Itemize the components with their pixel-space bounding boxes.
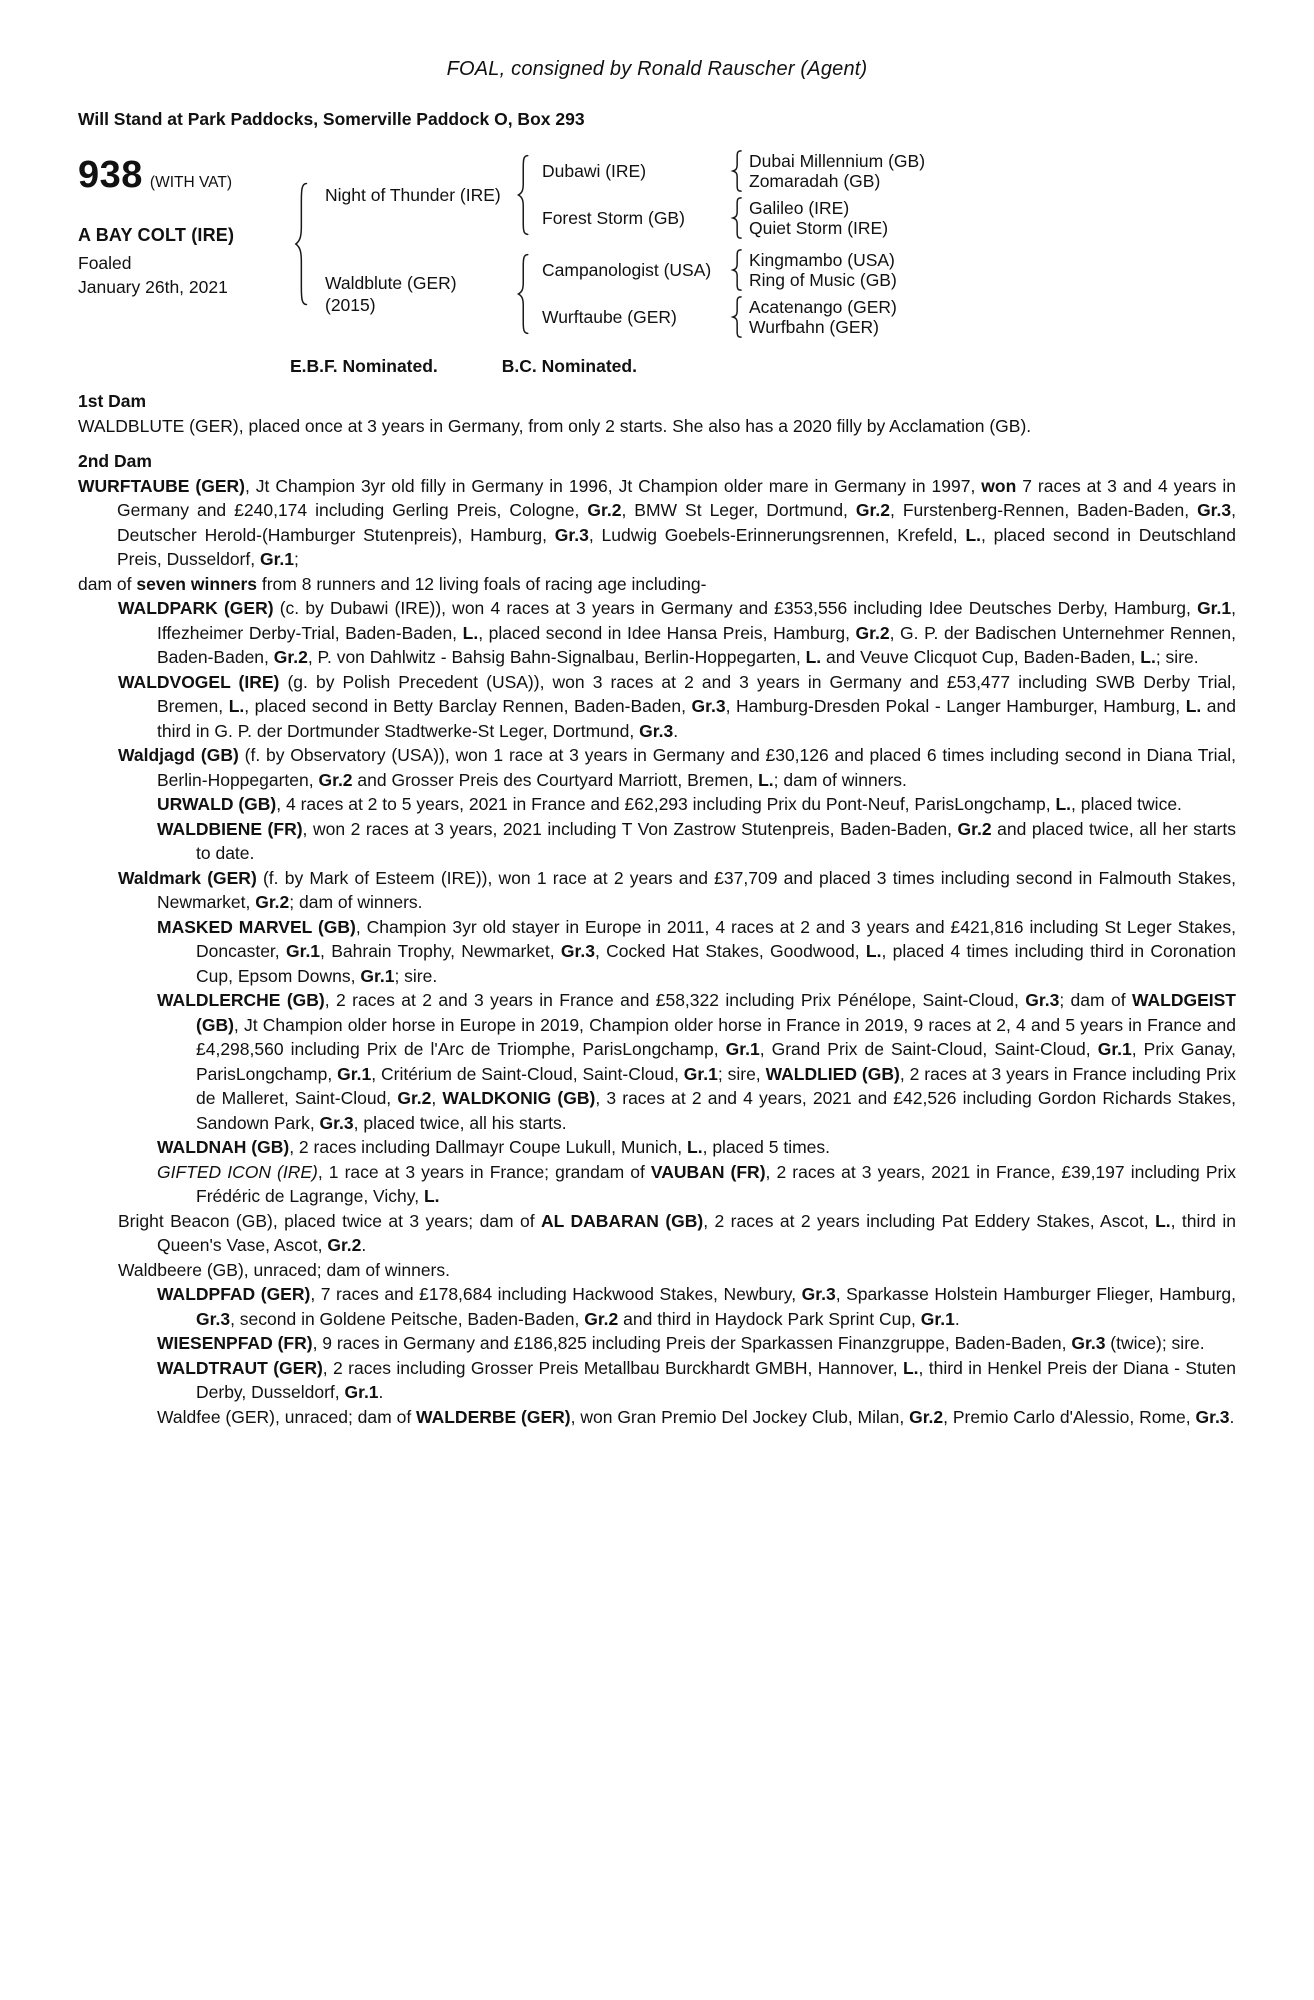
stand-location-line: Will Stand at Park Paddocks, Somerville Paddock O, Box 293 xyxy=(78,109,585,129)
para-gifted-icon: GIFTED ICON (IRE), 1 race at 3 years in France; grandam of VAUBAN (FR), 2 races at 3 years, 2021 in France, £39,197 including Prix Frédéric de Lagrange, Vichy, L. xyxy=(157,1161,1236,1206)
lot-number-row xyxy=(78,154,292,197)
dam-sire-name: Campanologist (USA) xyxy=(542,259,712,280)
para-dam-of: dam of seven winners from 8 runners and 12 living foals of racing age including- xyxy=(78,573,707,594)
dam-name xyxy=(309,272,515,316)
para-masked-marvel: MASKED MARVEL (GB), Champion 3yr old stayer in Europe in 2011, 4 races at 2 and 3 years and £421,816 including St Leger Stakes, Doncaster, Gr.1, Bahrain Trophy, Newmarket, Gr.3, Cocked Hat Stakes, Goodwood, L., placed 4 times including third in Coronation Cup, Epsom Downs, Gr.1; sire. xyxy=(157,916,1236,986)
vat-note: (WITH VAT) xyxy=(149,174,232,191)
dam-sire-parents xyxy=(743,250,897,290)
para-waldpark: WALDPARK (GER) (c. by Dubawi (IRE)), won 4 races at 3 years in Germany and £353,556 including Idee Deutsches Derby, Hamburg, Gr.1, Iffezheimer Derby-Trial, Baden-Baden, L., placed second in Idee Hansa Preis, Hamburg, Gr.2, G. P. der Badischen Unternehmer Rennen, Baden-Baden, Gr.2, P. von Dahlwitz - Bahsig Bahn-Signalbau, Berlin-Hoppegarten, L. and Veuve Clicquot Cup, Baden-Baden, L.; sire. xyxy=(118,598,1236,667)
sire-dam-parents xyxy=(743,198,888,238)
dam-year: (2015) xyxy=(325,294,376,315)
dam-dam-group xyxy=(530,296,897,338)
lot-info xyxy=(78,150,292,299)
parents-column xyxy=(309,150,925,338)
foaled-block xyxy=(78,251,292,299)
ggp-name: Kingmambo (USA) xyxy=(749,250,895,270)
para-bright-beacon: Bright Beacon (GB), placed twice at 3 years; dam of AL DABARAN (GB), 2 races at 2 years including Pat Eddery Stakes, Ascot, L., third in Queen's Vase, Ascot, Gr.2. xyxy=(118,1210,1236,1255)
sire-sire-group xyxy=(530,150,925,192)
pedigree-brace-icon xyxy=(730,150,743,192)
pedigree-brace-icon xyxy=(730,296,743,338)
lot-number: 938 xyxy=(78,154,143,196)
pedigree-text-body xyxy=(78,389,1236,1429)
sire-block xyxy=(309,150,925,239)
ggp-name: Wurfbahn (GER) xyxy=(749,317,879,337)
bc-nominated: B.C. Nominated. xyxy=(501,356,637,376)
dam-name-text: Waldblute (GER) xyxy=(325,272,457,293)
sire-name: Night of Thunder (IRE) xyxy=(325,184,501,205)
para-waldtraut: WALDTRAUT (GER), 2 races including Grosser Preis Metallbau Burckhardt GMBH, Hannover, L., third in Henkel Preis der Diana - Stuten Derby, Dusseldorf, Gr.1. xyxy=(157,1357,1236,1402)
ebf-nominated: E.B.F. Nominated. xyxy=(290,356,438,376)
pedigree-brace-icon xyxy=(515,253,530,335)
pedigree-brace-icon xyxy=(292,181,309,307)
ggp-name: Acatenango (GER) xyxy=(749,297,897,317)
sire-dam-name: Forest Storm (GB) xyxy=(542,207,685,228)
heading-1st-dam: 1st Dam xyxy=(78,391,147,411)
pedigree-tree xyxy=(292,150,925,338)
para-waldnah: WALDNAH (GB), 2 races including Dallmayr Coupe Lukull, Munich, L., placed 5 times. xyxy=(157,1137,831,1157)
ggp-name: Ring of Music (GB) xyxy=(749,270,897,290)
sire-sire-name: Dubawi (IRE) xyxy=(542,160,647,181)
lot-description: A BAY COLT (IRE) xyxy=(78,225,235,245)
para-waldjagd: Waldjagd (GB) (f. by Observatory (USA)), won 1 race at 3 years in Germany and £30,126 and placed 6 times including second in Diana Trial, Berlin-Hoppegarten, Gr.2 and Grosser Preis des Courtyard Marriott, Bremen, L.; dam of winners. xyxy=(118,745,1236,790)
para-urwald: URWALD (GB), 4 races at 2 to 5 years, 2021 in France and £62,293 including Prix du Pont-Neuf, ParisLongchamp, L., placed twice. xyxy=(157,794,1182,814)
dam-grandparents xyxy=(530,249,897,338)
nominations-line xyxy=(78,356,1236,377)
para-waldbeere: Waldbeere (GB), unraced; dam of winners. xyxy=(118,1259,450,1280)
ggp-name: Quiet Storm (IRE) xyxy=(749,218,889,238)
ggp-name: Zomaradah (GB) xyxy=(749,171,881,191)
dam-sire-group xyxy=(530,249,897,291)
pedigree-brace-icon xyxy=(730,197,743,239)
dam-dam-name: Wurftaube (GER) xyxy=(542,306,677,327)
sire-dam-group xyxy=(530,197,925,239)
dam-dam-parents xyxy=(743,297,897,337)
para-waldfee: Waldfee (GER), unraced; dam of WALDERBE (GER), won Gran Premio Del Jockey Club, Milan, Gr.2, Premio Carlo d'Alessio, Rome, Gr.3. xyxy=(157,1406,1235,1427)
foaled-date: January 26th, 2021 xyxy=(78,277,228,297)
pedigree-table xyxy=(78,150,1236,338)
para-waldlerche: WALDLERCHE (GB), 2 races at 2 and 3 years in France and £58,322 including Prix Pénélope, Saint-Cloud, Gr.3; dam of WALDGEIST (GB), Jt Champion older horse in Europe in 2019, Champion older horse in France in 2019, 9 races at 2, 4 and 5 years in France and £4,298,560 including Prix de l'Arc de Triomphe, ParisLongchamp, Gr.1, Grand Prix de Saint-Cloud, Saint-Cloud, Gr.1, Prix Ganay, ParisLongchamp, Gr.1, Critérium de Saint-Cloud, Saint-Cloud, Gr.1; sire, WALDLIED (GB), 2 races at 3 years in France including Prix de Malleret, Saint-Cloud, Gr.2, WALDKONIG (GB), 3 races at 2 and 4 years, 2021 and £42,526 including Gordon Richards Stakes, Sandown Park, Gr.3, placed twice, all his starts. xyxy=(157,990,1236,1133)
pedigree-brace-icon xyxy=(730,249,743,291)
para-waldpfad: WALDPFAD (GER), 7 races and £178,684 including Hackwood Stakes, Newbury, Gr.3, Sparkasse Holstein Hamburger Flieger, Hamburg, Gr.3, second in Goldene Peitsche, Baden-Baden, Gr.2 and third in Haydock Park Sprint Cup, Gr.1. xyxy=(157,1284,1236,1329)
ggp-name: Galileo (IRE) xyxy=(749,198,850,218)
para-wurftaube: WURFTAUBE (GER), Jt Champion 3yr old filly in Germany in 1996, Jt Champion older mare in Germany in 1997, won 7 races at 3 and 4 years in Germany and £240,174 including Gerling Preis, Cologne, Gr.2, BMW St Leger, Dortmund, Gr.2, Furstenberg-Rennen, Baden-Baden, Gr.3, Deutscher Herold-(Hamburger Stutenpreis), Hamburg, Gr.3, Ludwig Goebels-Erinnerungsrennen, Krefeld, L., placed second in Deutschland Preis, Dusseldorf, Gr.1; xyxy=(78,475,1237,569)
heading-2nd-dam: 2nd Dam xyxy=(78,451,152,471)
foaled-label: Foaled xyxy=(78,253,132,273)
para-waldvogel: WALDVOGEL (IRE) (g. by Polish Precedent (USA)), won 3 races at 2 and 3 years in Germany and £53,477 including SWB Derby Trial, Bremen, L., placed second in Betty Barclay Rennen, Baden-Baden, Gr.3, Hamburg-Dresden Pokal - Langer Hamburger, Hamburg, L. and third in G. P. der Dortmunder Stadtwerke-St Leger, Dortmund, Gr.3. xyxy=(118,671,1237,741)
pedigree-brace-icon xyxy=(515,154,530,236)
sire-grandparents xyxy=(530,150,925,239)
ggp-name: Dubai Millennium (GB) xyxy=(749,151,926,171)
para-waldblute: WALDBLUTE (GER), placed once at 3 years in Germany, from only 2 starts. She also has a 2020 filly by Acclamation (GB). xyxy=(78,415,1032,436)
para-waldbiene: WALDBIENE (FR), won 2 races at 3 years, 2021 including T Von Zastrow Stutenpreis, Baden-Baden, Gr.2 and placed twice, all her starts to date. xyxy=(157,818,1236,863)
sire-sire-parents xyxy=(743,151,925,191)
consignment-title: FOAL, consigned by Ronald Rauscher (Agent) xyxy=(446,58,868,80)
para-wiesenpfad: WIESENPFAD (FR), 9 races in Germany and £186,825 including Preis der Sparkassen Finanzgruppe, Baden-Baden, Gr.3 (twice); sire. xyxy=(157,1333,1205,1353)
para-waldmark: Waldmark (GER) (f. by Mark of Esteem (IRE)), won 1 race at 2 years and £37,709 and placed 3 times including second in Falmouth Stakes, Newmarket, Gr.2; dam of winners. xyxy=(118,867,1237,912)
dam-block xyxy=(309,249,925,338)
